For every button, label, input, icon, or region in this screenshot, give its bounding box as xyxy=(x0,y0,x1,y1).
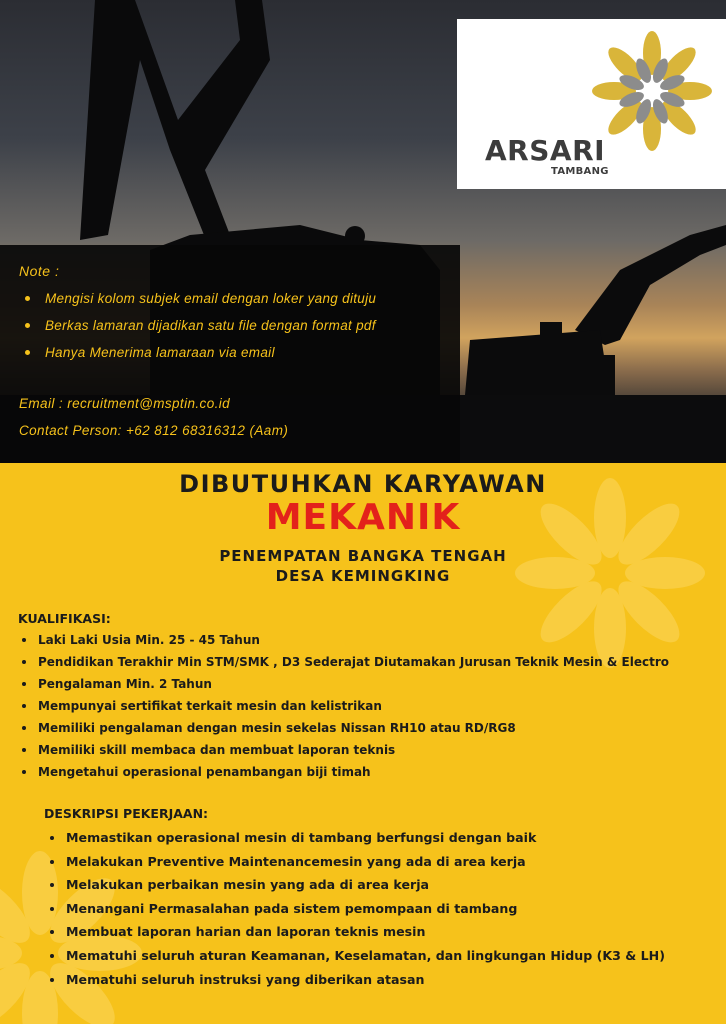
list-item: Mempunyai sertifikat terkait mesin dan kelistrikan xyxy=(18,698,669,720)
list-item: Pengalaman Min. 2 Tahun xyxy=(18,676,669,698)
list-item: Memiliki skill membaca dan membuat laporan teknis xyxy=(18,742,669,764)
email-text: Email : recruitment@msptin.co.id xyxy=(19,396,231,411)
list-item: Memastikan operasional mesin di tambang berfungsi dengan baik xyxy=(46,830,665,854)
bullet-icon xyxy=(50,836,54,840)
bullet-icon xyxy=(50,907,54,911)
note-title: Note : xyxy=(19,263,60,279)
bullet-icon xyxy=(25,296,30,301)
bullet-icon xyxy=(25,350,30,355)
list-item: Pendidikan Terakhir Min STM/SMK , D3 Sederajat Diutamakan Jurusan Teknik Mesin & Electro xyxy=(18,654,669,676)
list-item: Melakukan Preventive Maintenancemesin yang ada di area kerja xyxy=(46,854,665,878)
list-item: Mematuhi seluruh instruksi yang diberikan atasan xyxy=(46,972,665,996)
placement-location: PENEMPATAN BANGKA TENGAH xyxy=(219,547,507,565)
bullet-icon xyxy=(22,660,26,664)
bullet-icon xyxy=(22,682,26,686)
job-description-list xyxy=(46,830,665,995)
qualifications-list xyxy=(18,632,669,786)
bullet-icon xyxy=(22,638,26,642)
bullet-icon xyxy=(25,323,30,328)
list-item: Menangani Permasalahan pada sistem pemompaan di tambang xyxy=(46,901,665,925)
list-item: Laki Laki Usia Min. 25 - 45 Tahun xyxy=(18,632,669,654)
bullet-icon xyxy=(22,748,26,752)
bullet-icon xyxy=(50,978,54,982)
list-item: Membuat laporan harian dan laporan teknis mesin xyxy=(46,924,665,948)
qualifications-heading: KUALIFIKASI: xyxy=(18,611,111,626)
note-item: Hanya Menerima lamaraan via email xyxy=(19,344,376,371)
job-position: MEKANIK xyxy=(265,497,461,538)
job-description-heading: DESKRIPSI PEKERJAAN: xyxy=(44,806,209,821)
bullet-icon xyxy=(22,704,26,708)
logo-name: ARSARI xyxy=(485,134,606,167)
placement-village: DESA KEMINGKING xyxy=(275,567,451,585)
list-item: Melakukan perbaikan mesin yang ada di area kerja xyxy=(46,877,665,901)
note-item: Berkas lamaran dijadikan satu file dengan format pdf xyxy=(19,317,376,344)
list-item: Mematuhi seluruh aturan Keamanan, Keselamatan, dan lingkungan Hidup (K3 & LH) xyxy=(46,948,665,972)
bullet-icon xyxy=(50,860,54,864)
contact-person-text: Contact Person: +62 812 68316312 (Aam) xyxy=(19,423,289,438)
bullet-icon xyxy=(50,883,54,887)
list-item: Mengetahui operasional penambangan biji timah xyxy=(18,764,669,786)
list-item: Memiliki pengalaman dengan mesin sekelas Nissan RH10 atau RD/RG8 xyxy=(18,720,669,742)
bullet-icon xyxy=(50,954,54,958)
company-logo xyxy=(457,19,726,189)
bullet-icon xyxy=(50,930,54,934)
bullet-icon xyxy=(22,770,26,774)
note-item: Mengisi kolom subjek email dengan loker yang dituju xyxy=(19,290,376,317)
bullet-icon xyxy=(22,726,26,730)
note-list xyxy=(19,290,376,371)
logo-subtitle: TAMBANG xyxy=(551,166,609,177)
headline-title: DIBUTUHKAN KARYAWAN xyxy=(179,470,547,498)
